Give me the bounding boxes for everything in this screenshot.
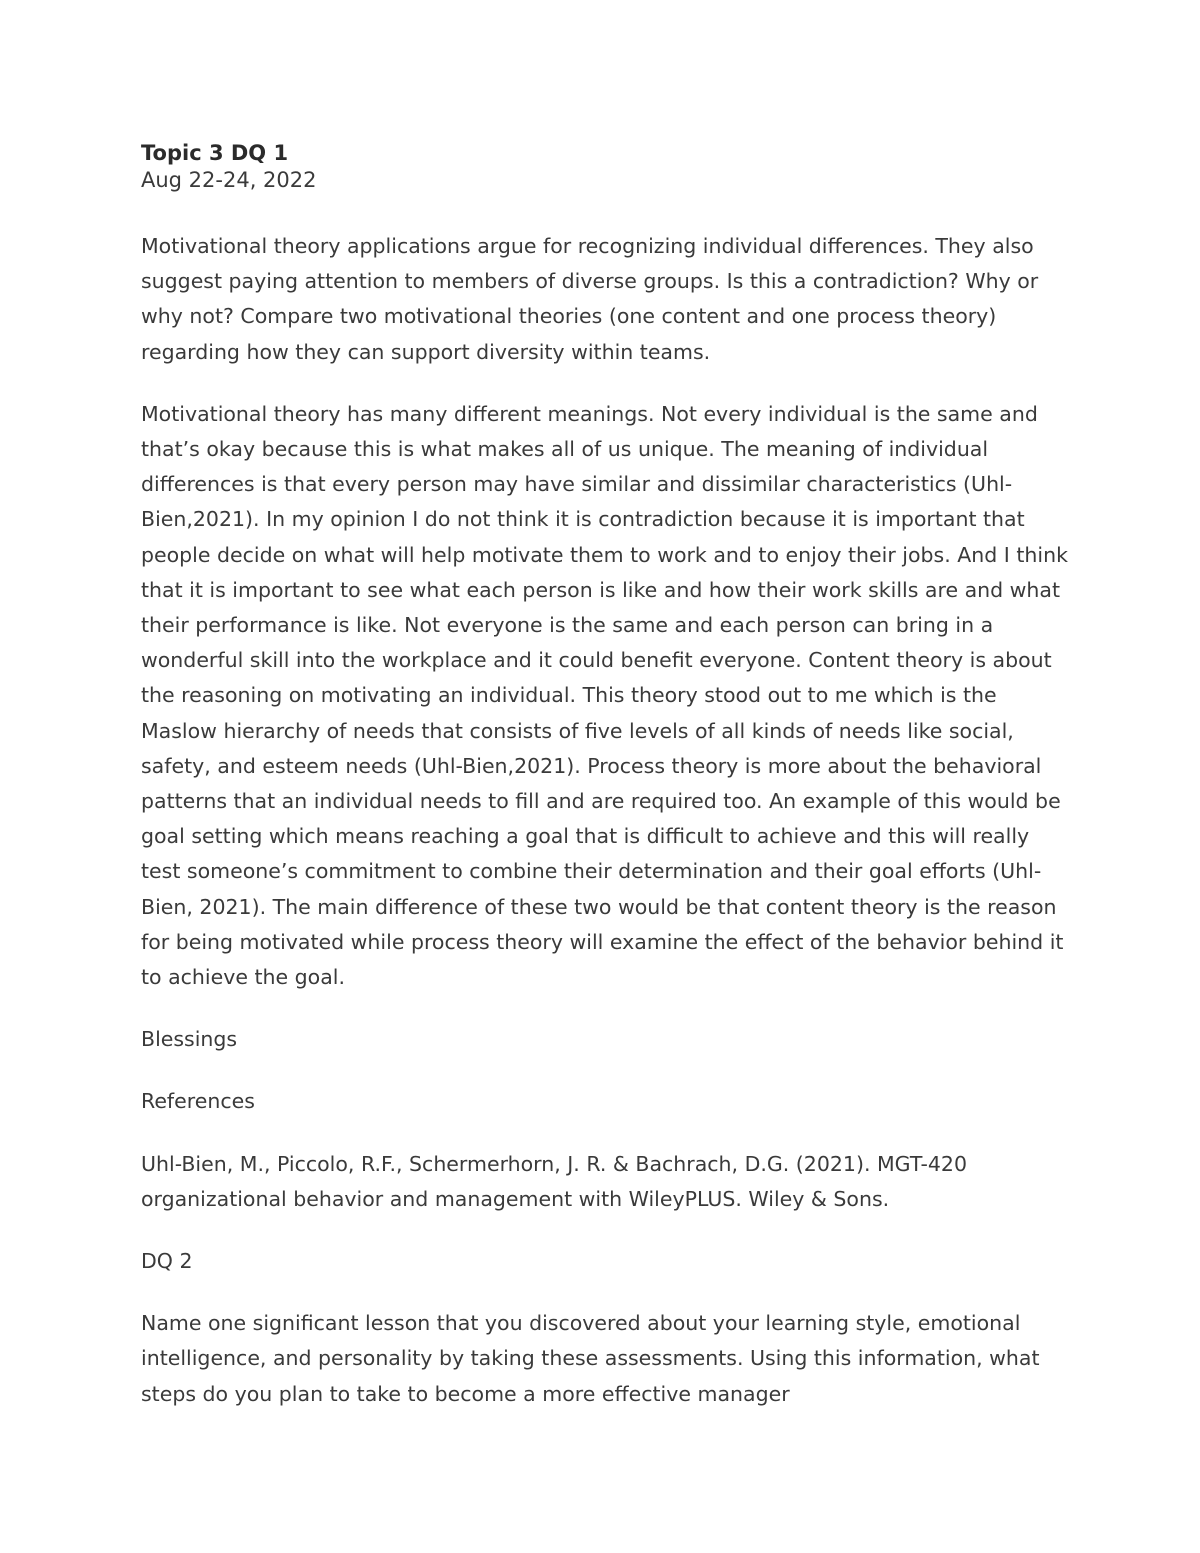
dq2-heading: DQ 2 [141,1249,193,1274]
closing-signoff: Blessings [141,1027,238,1052]
discussion-prompt: Motivational theory applications argue for recognizing individual differences. They also suggest paying attention to members of diverse groups. Is this a contradiction? Why or why not? Compare two motivational theories (one content and one process theory) regarding how they can support diversity within teams. [141,234,1039,364]
document-date: Aug 22-24, 2022 [141,168,317,192]
document-title: Topic 3 DQ 1 [141,141,289,165]
reference-entry: Uhl-Bien, M., Piccolo, R.F., Schermerhorn, J. R. & Bachrach, D.G. (2021). MGT-420 organizational behavior and management with WileyPLUS. Wiley & Sons. [141,1151,967,1211]
dq2-prompt: Name one significant lesson that you discovered about your learning style, emotional intelligence, and personality by taking these assessments. Using this information, what steps do you plan to take to become a more effective manager [141,1311,1040,1406]
discussion-answer: Motivational theory has many different meanings. Not every individual is the same and that’s okay because this is what makes all of us unique. The meaning of individual differences is that every person may have similar and dissimilar characteristics (Uhl-Bien,2021). In my opinion I do not think it is contradiction because it is important that people decide on what will help motivate them to work and to enjoy their jobs. And I think that it is important to see what each person is like and how their work skills are and what their performance is like. Not everyone is the same and each person can bring in a wonderful skill into the workplace and it could benefit everyone. Content theory is about the reasoning on motivating an individual. This theory stood out to me which is the Maslow hierarchy of needs that consists of five levels of all kinds of needs like social, safety, and esteem needs (Uhl-Bien,2021). Process theory is more about the behavioral patterns that an individual needs to fill and are required too. An example of this would be goal setting which means reaching a goal that is difficult to achieve and this will really test someone’s commitment to combine their determination and their goal efforts (Uhl-Bien, 2021). The main difference of these two would be that content theory is the reason for being motivated while process theory will examine the effect of the behavior behind it to achieve the goal. [141,401,1068,990]
references-heading: References [141,1089,255,1114]
document-page [141,139,1071,1412]
